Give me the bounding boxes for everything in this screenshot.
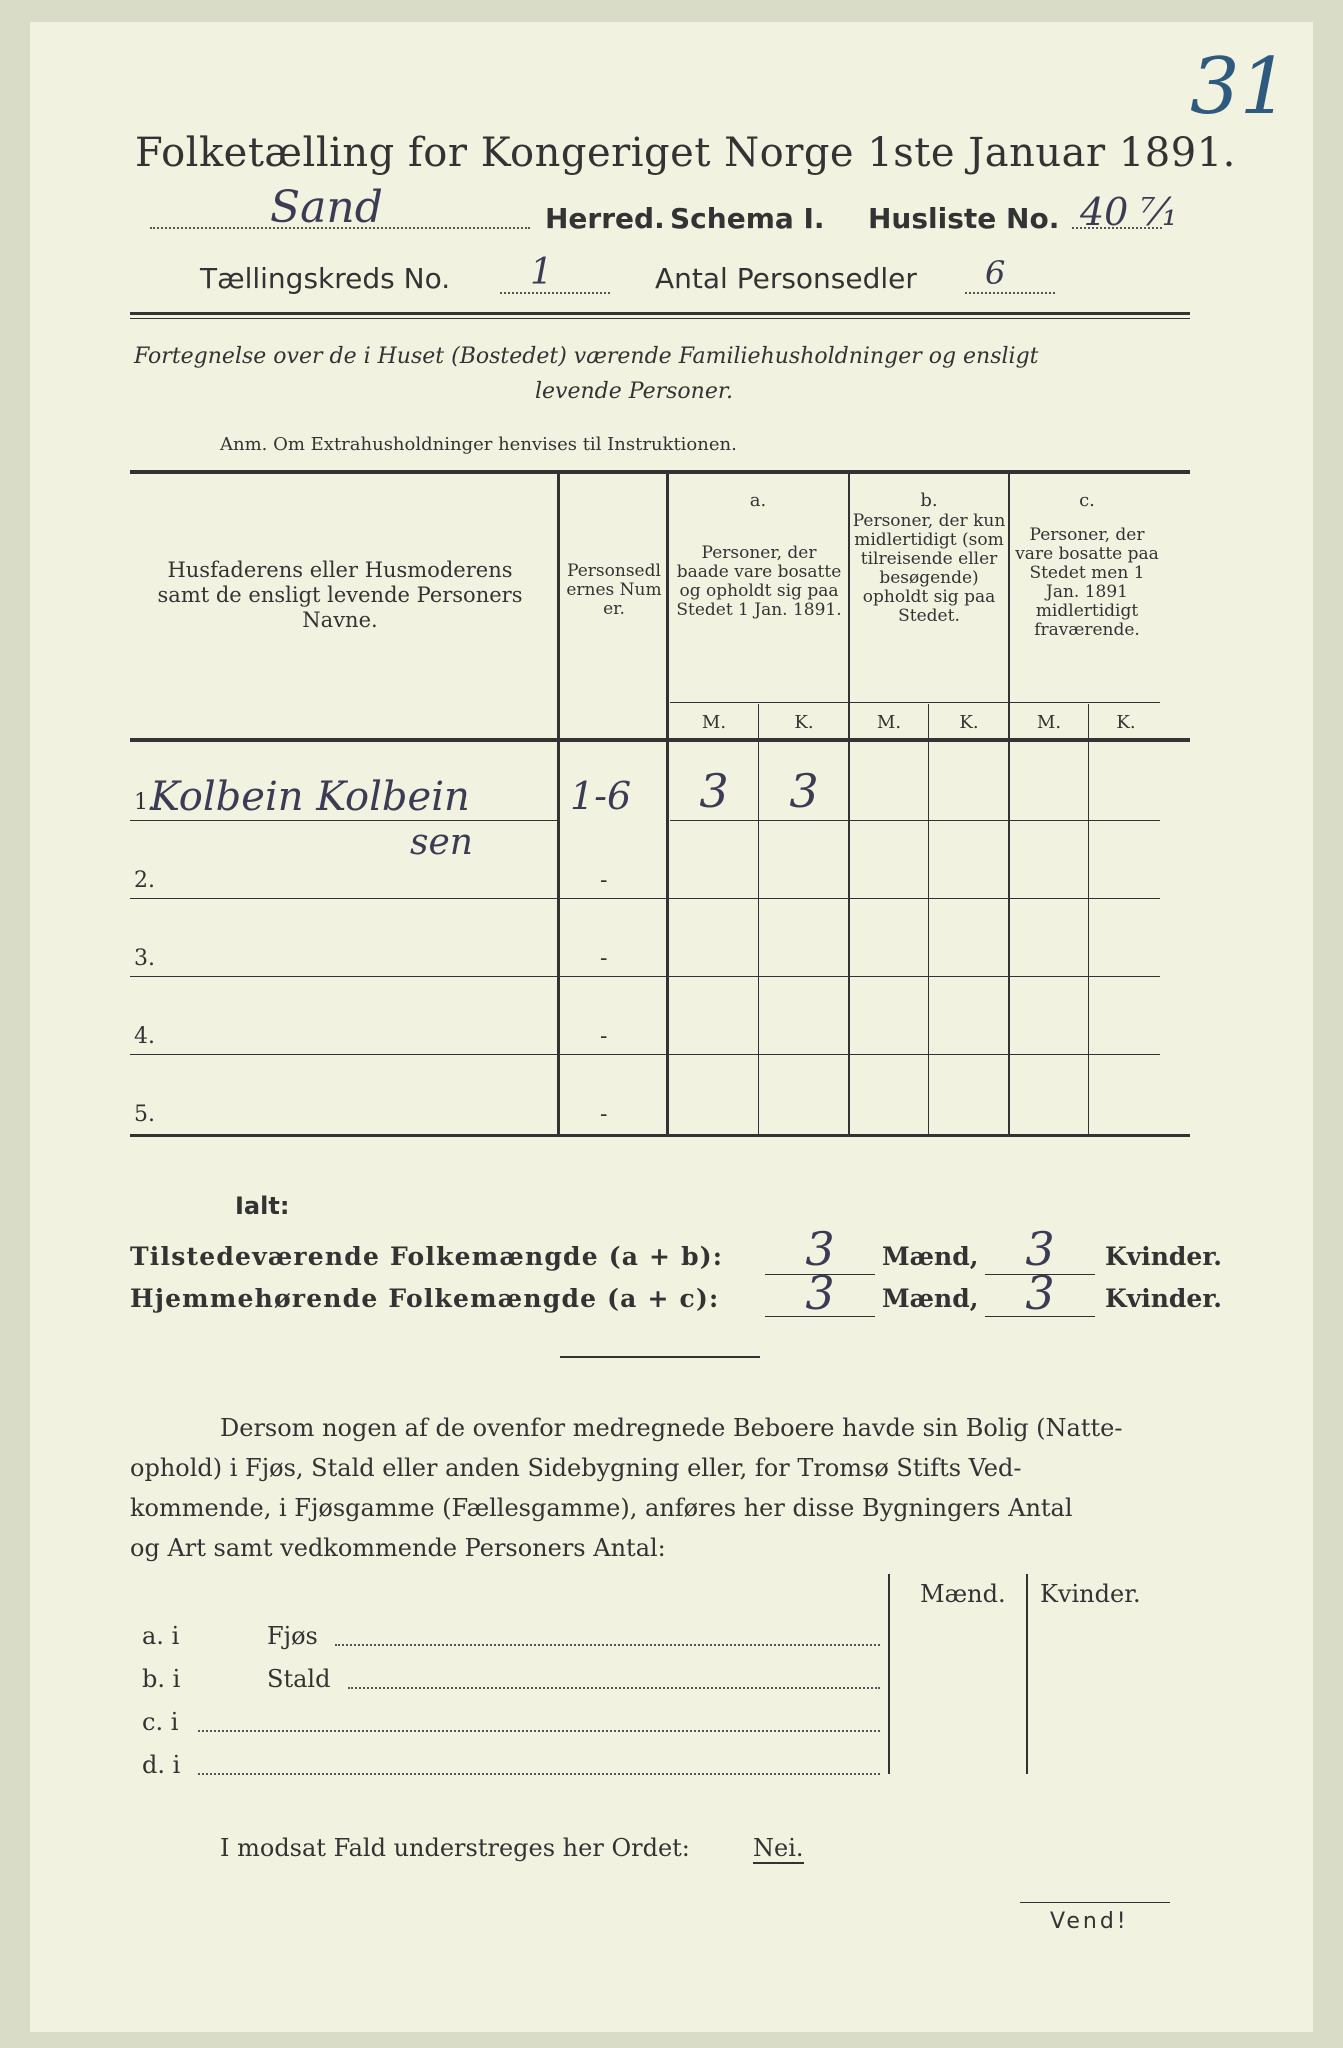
col-divider-a [848, 474, 850, 1136]
modsat-text: I modsat Fald understreges her Ordet: [220, 1834, 690, 1862]
kreds-label: Tællingskreds No. [200, 262, 451, 295]
census-form-page [30, 22, 1313, 2032]
col-a-letter: a. [749, 490, 767, 511]
c-k-label: K. [1116, 712, 1136, 733]
building-a-letter: a. i [142, 1622, 180, 1650]
col-a-text: Personer, der baade vare bosatte og opholdt sig paa Stedet 1 Jan. 1891. [676, 543, 842, 620]
anm-note: Anm. Om Extrahusholdninger henvises til Instruktionen. [220, 434, 737, 455]
tilstede-label: Tilstedeværende Folkemængde (a + b): [130, 1242, 724, 1271]
building-a-label: Fjøs [267, 1622, 318, 1650]
row-1-name: Kolbein Kolbein [150, 774, 470, 820]
row-4-sedler: - [600, 1024, 608, 1049]
b-k-label: K. [959, 712, 979, 733]
nei-word: Nei. [753, 1834, 804, 1862]
a-k-label: K. [794, 712, 814, 733]
vend-label: Vend! [1050, 1909, 1129, 1934]
intro-line-1: Fortegnelse over de i Huset (Bostedet) værende Familiehusholdninger og ensligt [134, 344, 1039, 369]
form-title: Folketælling for Kongeriget Norge 1ste Januar 1891. [135, 130, 1236, 176]
schema-label: Schema I. [670, 202, 825, 235]
buildings-divider-1 [888, 1574, 890, 1774]
separator-rule [560, 1356, 760, 1358]
b-m-label: M. [876, 712, 902, 733]
row-5-sedler: - [600, 1102, 608, 1127]
col-names-header: Husfaderens eller Husmoderens samt de ensligt levende Personers Navne. [157, 558, 523, 632]
row-1-a-k: 3 [789, 764, 819, 818]
row-1-number: 1. [134, 790, 155, 815]
row-1-line-right [670, 820, 1160, 821]
kreds-dotted-line [500, 292, 610, 294]
row-4-line [130, 1054, 1160, 1055]
a-m-label: M. [701, 712, 727, 733]
building-b-dots [348, 1687, 880, 1689]
row-5-number: 5. [134, 1102, 155, 1127]
page-number: 31 [1190, 42, 1290, 132]
buildings-para-3: kommende, i Fjøsgamme (Fællesgamme), anføres her disse Bygningers Antal [130, 1494, 1073, 1522]
col-c-letter: c. [1079, 490, 1095, 511]
row-2-number: 2. [134, 868, 155, 893]
buildings-para-2: ophold) i Fjøs, Stald eller anden Sidebygning eller, for Tromsø Stifts Ved- [130, 1454, 1022, 1482]
tilstede-kvinder: Kvinder. [1105, 1242, 1222, 1271]
row-1-a-m: 3 [699, 764, 729, 818]
row-3-number: 3. [134, 946, 155, 971]
c-m-label: M. [1036, 712, 1062, 733]
col-b-text: Personer, der kun midlertidigt (som tilreisende eller besøgende) opholdt sig paa Stedet. [852, 511, 1006, 626]
header-rule-thin [130, 318, 1190, 319]
buildings-para-1: Dersom nogen af de ovenfor medregnede Beboere havde sin Bolig (Natte- [220, 1414, 1123, 1442]
buildings-para-4: og Art samt vedkommende Personers Antal: [130, 1534, 666, 1562]
table-bottom-rule [130, 1134, 1190, 1137]
hjemme-maend: Mænd, [882, 1284, 979, 1313]
building-a-dots [335, 1644, 880, 1646]
col-divider-a-mk [758, 704, 759, 1136]
antal-label: Antal Personsedler [655, 262, 917, 295]
buildings-divider-2 [1026, 1574, 1028, 1774]
row-3-sedler: - [600, 946, 608, 971]
herred-label: Herred. [545, 202, 665, 235]
vend-rule [1020, 1902, 1170, 1903]
col-divider-b [1008, 474, 1010, 1136]
herred-value: Sand [270, 182, 383, 233]
row-3-line [130, 976, 1160, 977]
building-c-letter: c. i [142, 1708, 179, 1736]
col-divider-c-mk [1088, 704, 1089, 1136]
table-top-rule [130, 470, 1190, 474]
col-divider-b-mk [928, 704, 929, 1136]
hjemme-kvinder: Kvinder. [1105, 1284, 1222, 1313]
col-divider-num [666, 474, 669, 1136]
tilstede-maend: Mænd, [882, 1242, 979, 1271]
col-num-header: Personsedlernes Numer. [566, 561, 662, 619]
intro-line-2: levende Personer. [535, 379, 733, 404]
building-b-label: Stald [267, 1665, 331, 1693]
col-divider-names [557, 474, 560, 1136]
hjemme-k-value: 3 [1025, 1266, 1055, 1320]
building-d-dots [198, 1773, 880, 1775]
col-c-text: Personer, der vare bosatte paa Stedet men 1 Jan. 1891 midlertidigt fraværende. [1015, 525, 1159, 640]
antal-value: 6 [985, 254, 1006, 292]
table-body-rule [130, 738, 1190, 742]
row-4-number: 4. [134, 1024, 155, 1049]
husliste-value: 40 ⁷⁄₁ [1080, 190, 1178, 234]
row-1-line [130, 820, 560, 821]
antal-dotted-line [965, 292, 1055, 294]
hjemme-label: Hjemmehørende Folkemængde (a + c): [130, 1284, 720, 1313]
row-2-sedler: - [600, 868, 608, 893]
building-d-letter: d. i [142, 1751, 181, 1779]
building-b-letter: b. i [142, 1665, 181, 1693]
buildings-maend-head: Mænd. [920, 1580, 1006, 1608]
kreds-value: 1 [530, 252, 553, 293]
row-2-line [130, 898, 1160, 899]
row-1-sedler: 1-6 [570, 774, 632, 818]
ialt-label: Ialt: [235, 1192, 290, 1220]
mk-header-rule [670, 702, 1160, 703]
hjemme-m-value: 3 [805, 1266, 835, 1320]
building-c-dots [198, 1730, 880, 1732]
tilstede-m-value: 3 [805, 1222, 835, 1276]
buildings-kvinder-head: Kvinder. [1040, 1580, 1141, 1608]
header-rule [130, 312, 1190, 315]
col-b-letter: b. [920, 490, 938, 511]
tilstede-k-value: 3 [1025, 1222, 1055, 1276]
husliste-label: Husliste No. [868, 202, 1060, 235]
row-1-name-cont: sen [410, 822, 473, 863]
